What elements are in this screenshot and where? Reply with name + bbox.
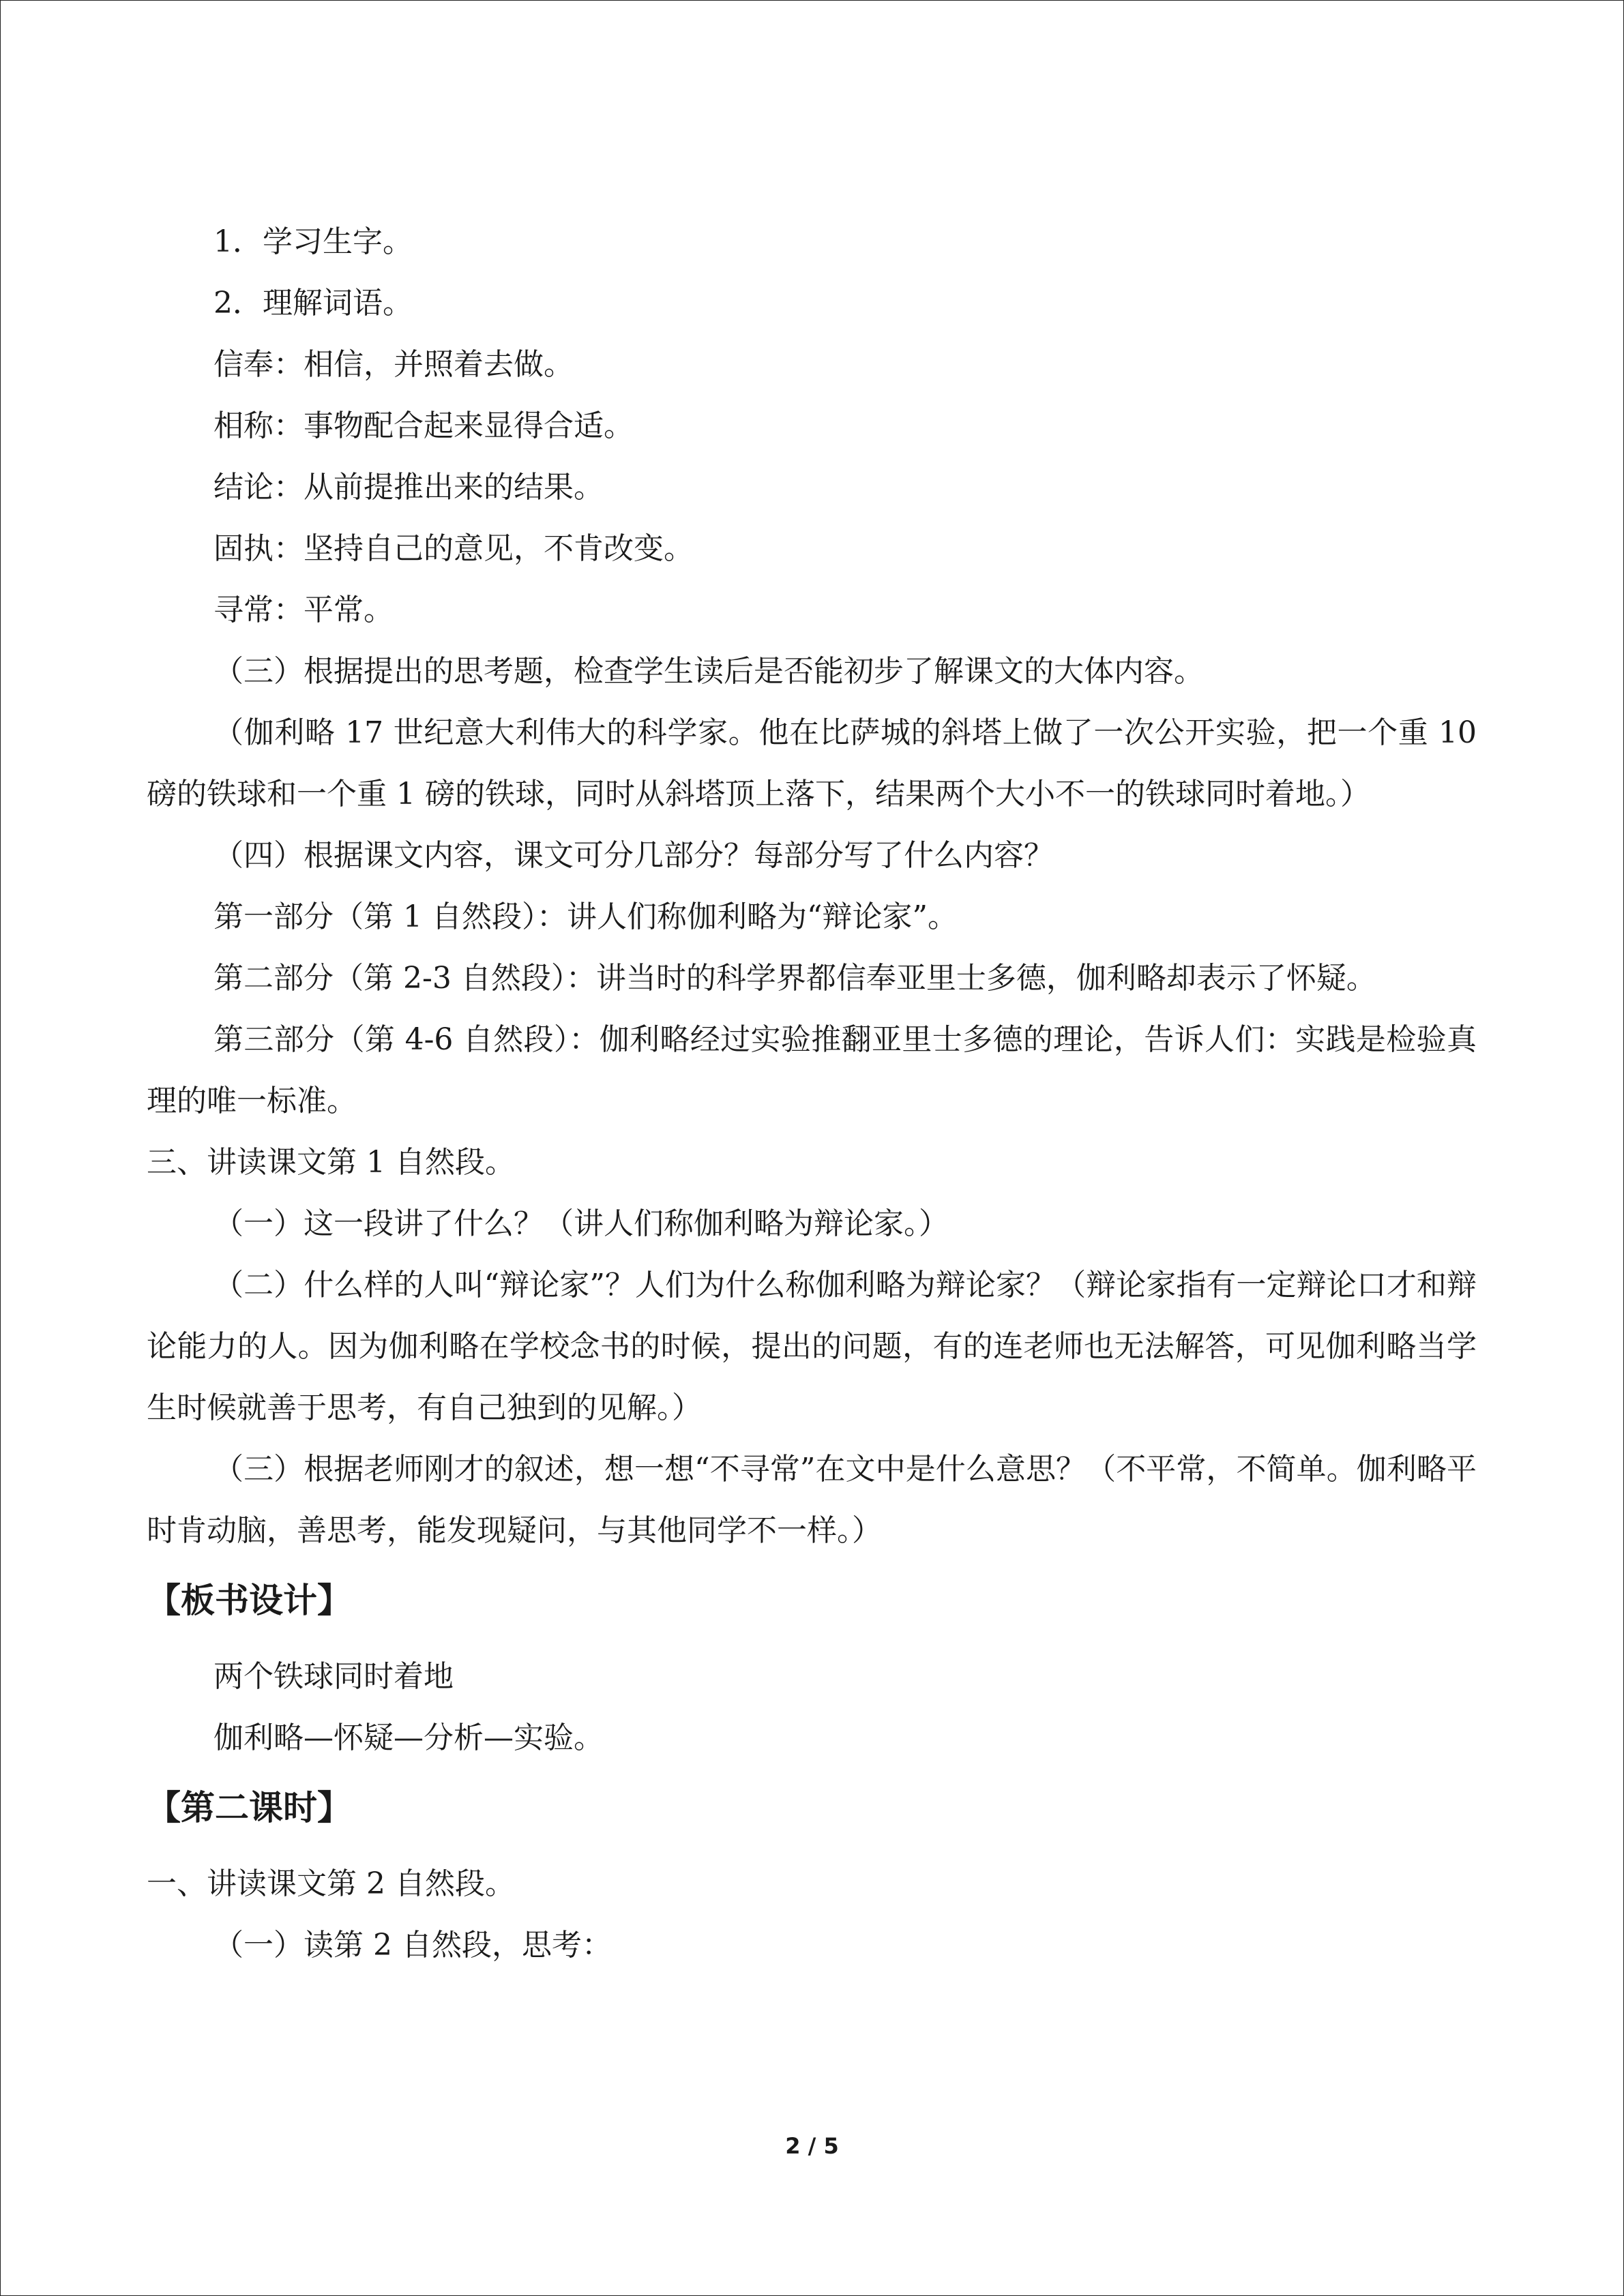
paragraph-part-one: 第一部分（第 1 自然段）：讲人们称伽利略为“辩论家”。 [213,899,958,934]
definition-guzhi: 固执：坚持自己的意见，不肯改变。 [213,531,694,566]
definition-xiangchen: 相称：事物配合起来显得合适。 [213,408,634,443]
paragraph-learn-characters: 1．学习生字。 [213,224,413,259]
section-heading-read-paragraph-one: 三、讲读课文第 1 自然段。 [147,1145,515,1180]
paragraph-check-comprehension: （三）根据提出的思考题，检查学生读后是否能初步了解课文的大体内容。 [213,654,1204,689]
definition-xunchang: 寻常：平常。 [213,593,394,627]
board-design-heading: 【板书设计】 [147,1581,351,1620]
board-line-two: 伽利略—怀疑—分析—实验。 [213,1720,604,1755]
second-lesson-heading: 【第二课时】 [147,1788,351,1828]
document-body [147,211,1477,1976]
paragraph-part-three: 第三部分（第 4-6 自然段）：伽利略经过实验推翻亚里士多德的理论，告诉人们：实践是检验真理的唯一标准。 [147,1022,1477,1118]
lesson-question-one: （一）读第 2 自然段，思考： [213,1928,612,1963]
lesson-section-heading: 一、讲读课文第 2 自然段。 [147,1866,515,1901]
paragraph-understand-words: 2．理解词语。 [213,286,413,320]
definition-xinfeng: 信奉：相信，并照着去做。 [213,347,574,382]
paragraph-question-three: （三）根据老师刚才的叙述，想一想“不寻常”在文中是什么意思？（不平常，不简单。伽利略平时肯动脑，善思考，能发现疑问，与其他同学不一样。） [147,1452,1477,1548]
definition-jielun: 结论：从前提推出来的结果。 [213,470,604,505]
page-number: 2 / 5 [785,2133,839,2159]
board-line-one: 两个铁球同时着地 [213,1659,454,1694]
paragraph-question-two: （二）什么样的人叫“辩论家”？人们为什么称伽利略为辩论家？（辩论家指有一定辩论口才和辩论能力的人。因为伽利略在学校念书的时候，提出的问题，有的连老师也无法解答，可见伽利略当学生时候就善于思考，有自己独到的见解。） [147,1268,1477,1425]
paragraph-question-one: （一）这一段讲了什么？（讲人们称伽利略为辩论家。） [213,1206,949,1241]
paragraph-galileo-background: （伽利略 17 世纪意大利伟大的科学家。他在比萨城的斜塔上做了一次公开实验，把一个重 10 磅的铁球和一个重 1 磅的铁球，同时从斜塔顶上落下，结果两个大小不一的铁球同时着地。） [147,715,1477,811]
paragraph-part-two: 第二部分（第 2-3 自然段）：讲当时的科学界都信奉亚里士多德，伽利略却表示了怀疑。 [213,961,1376,996]
paragraph-structure-question: （四）根据课文内容，课文可分几部分？每部分写了什么内容？ [213,838,1054,873]
